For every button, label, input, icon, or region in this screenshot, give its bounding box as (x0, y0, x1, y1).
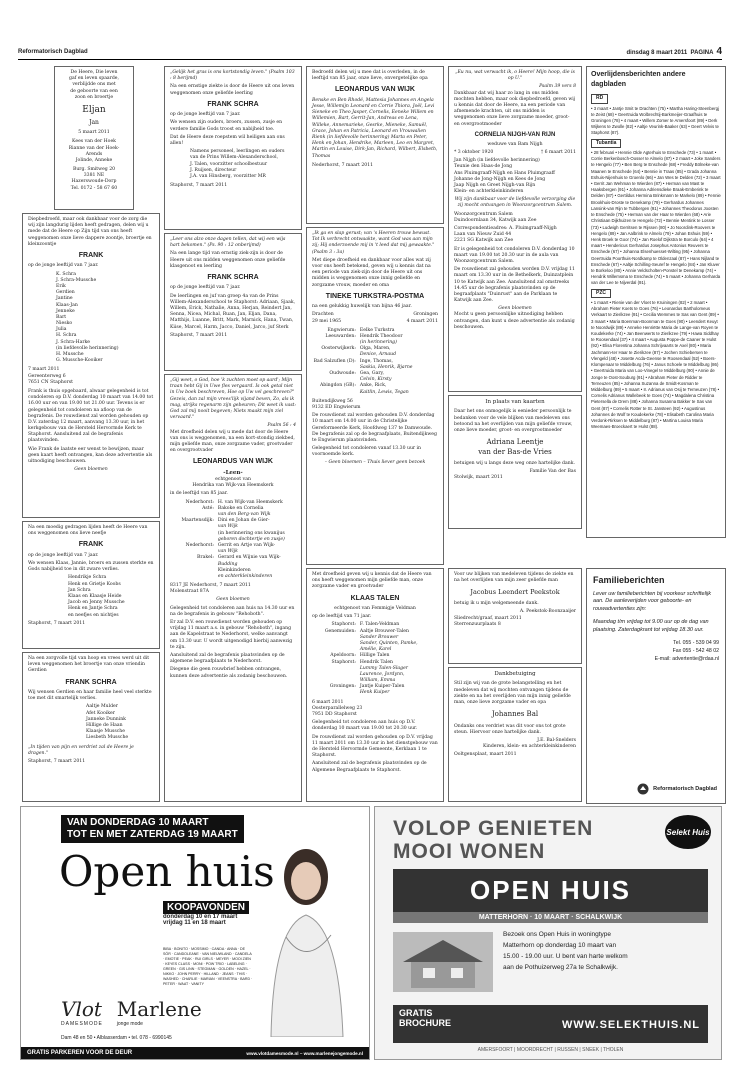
obituary-frank-family (22, 213, 160, 518)
info-deadline: Maandag t/m vrijdag tot 9.00 uur op de dag van plaatsing. Zaterdagkrant tot vrijdag 18.30 uur. (593, 619, 709, 633)
address-line: 7651 CN Staphorst (28, 379, 73, 385)
service-info: Er zal D.V. een rouwdienst worden gehouden op vrijdag 11 maart a.s. in gebouw "Rehoboth", ingang aan de Kapelstraat te Nederhorst, welke aanvangt om 13.30 uur. U wordt uitgenodigd hierbij aanwezig te zijn. (170, 620, 293, 650)
address (28, 367, 154, 386)
ad-headline-2: TOT EN MET ZATERDAG 19 MAART (67, 829, 238, 840)
address-line: Gereenterweg 6 (28, 373, 66, 379)
thanks-text: Ondanks ons verdriet was dit voor ons tot grote steun. Hiervoor onze hartelijke dank. (454, 723, 566, 735)
family-member: H. Mussche (56, 352, 84, 357)
deceased-name: Jacobus Leendert Peekstok (470, 588, 560, 597)
obituary-cornelia-nijgh (448, 66, 582, 392)
family-member: Erik (56, 283, 66, 289)
table-row: Asté: Bakoke en Cornelia (202, 505, 264, 511)
family-member: Henk en Jantje Schra (68, 606, 118, 612)
family-member: Jan Nijgh (in liefdevolle herinnering) (454, 158, 540, 164)
intro-line: verblijdde ons met (72, 82, 116, 88)
age-line: in de leeftijd van 85 jaar. (170, 491, 228, 497)
family-list (28, 272, 154, 365)
family-member: Jan Schra (68, 587, 91, 593)
family-member: Teunie den Haas-de Jong (454, 164, 513, 170)
notice-text: Bedroefd delen wij u mee dat is overleden, in de leeftijd van 85 jaar, onze lieve, onvergetelijke opa (312, 70, 428, 82)
nickname: -Leen- (223, 469, 243, 476)
location-row: 29 mei 1965 4 maart 2011 (312, 318, 438, 324)
visit-info: Er is gelegenheid tot condoleren D.V. donderdag 10 maart van 19.00 tot 20.30 uur in de aula van Woonzorgcentrum Salem. (454, 246, 575, 264)
email-link[interactable]: E-mail: advertentie@rdaa.nl (654, 655, 719, 662)
brand-list: BIBA · BONITO · MOSSIMO · CANDA · ANNA · DE SÓR · CANDOLEANE · VAN NIEUWLAND · CANDELA · EMOTIE · PEAK · RUI GIRLS · MEYER · MOOI ZIEN · KEYES CLASS · MONI · POW TRIO · LABELING · GREEN · GIS LINN · STEGMAN · GOLDEN · HAZEL · NIKKO · JOHN PERRY · HILLAND · JEANS · THIS · WASHED · CHARLIE · MARIAN · VEENSTRA · BARD · PETER · WAAT · VANITY (163, 947, 253, 987)
deceased-name: TINEKE TURKSTRA-POSTMA (325, 292, 425, 300)
family-member: Ans Pluimgraaff-Nijgh en Hans Pluimgraaff (454, 170, 555, 176)
intro-line: De Heere, Die leven (70, 70, 118, 75)
quote: „In tijden van pijn en verdriet zal de Heere je dragen." (28, 744, 134, 756)
family-member: Afet Kooiker (86, 710, 115, 716)
ad-vlot-damesmode[interactable] (20, 806, 370, 1060)
ad-body-line: 15.00 - 19.00 uur. U bent van harte welkom (503, 953, 628, 961)
ad-body (503, 929, 703, 973)
brand-logo (637, 783, 717, 795)
parent-name: Rianne van der Hoek- (68, 145, 120, 151)
ad-headline-2: MOOI WONEN (393, 840, 546, 864)
table-row: Amélie, Karel (359, 647, 392, 653)
family-notices-info (586, 568, 726, 804)
table-row: Oosterwijkerk: Olga, Maren, (321, 346, 391, 352)
family-table (170, 500, 296, 580)
address (60, 167, 128, 192)
family-member: Klein- en achterkleinkinderen (454, 189, 524, 195)
visit-info: Gelegenheid tot condoleren vanaf 13.30 uur in voornoemde kerk. (312, 446, 421, 458)
notice-text: Na een moedig gedragen lijden heeft de Heere van ons weggenomen ons lieve neefje (28, 525, 148, 537)
ad-big-title: OPEN HUIS (469, 875, 632, 905)
notice-intro (60, 70, 128, 101)
wish-text: Wij wensen Gerdien en haar familie heel veel sterkte toe met dit smartelijk verlies. (28, 690, 152, 702)
address (170, 583, 296, 595)
house-photo (393, 932, 493, 992)
table-row: geboren dochtertje en zusje) (217, 536, 285, 542)
fax: Fax 055 - 542 48 02 (672, 647, 719, 654)
family-member: Hillige de Haan (86, 722, 123, 728)
table-row: Apeldoorn: Hillige Talen (330, 653, 390, 659)
table-row: Oudwoude: Gea, Gary, (329, 371, 384, 376)
obituary-leonardus-grandchildren (306, 66, 444, 224)
address-line: Hazerswoude-Dorp (71, 179, 117, 185)
family-member: Gerdien (56, 290, 75, 296)
info-intro: Lever uw familieberichten bij voorkeur schriftelijk aan. De aanleverijden voor geboorte- en rouwadvertenties zijn: (593, 591, 711, 612)
place-date: Nederhorst, 7 maart 2011 (312, 162, 374, 168)
section-label: PZC (591, 289, 611, 298)
address-line: Correspondentieadres: A. Pluimgraaff-Nijgh (454, 226, 557, 232)
family-list (28, 575, 154, 618)
overview-section (591, 92, 721, 136)
signature-line: Kinderen, klein- en achterkleinkinderen (482, 744, 576, 750)
address (454, 616, 576, 628)
signature: Familie Van der Bas (529, 469, 576, 475)
intro-line: gaf en leven spaarde, (69, 76, 119, 82)
notice-text: Met diepe droefheid en dankbaar voor alles wat zij voor ons heeft betekend, geven wij u kennis dat na een periode van ziek-zijn door de Heere uit ons midden is weggenomen onze innig geliefde en zorgzame vrouw, moeder en oma (312, 257, 431, 288)
signature (454, 738, 576, 750)
age-line: na een gelukkig huwelijk van bijna 46 jaar. (312, 304, 412, 310)
family-member: Janneke Dunnink (86, 716, 126, 722)
care-note: Wij zijn dankbaar voor de liefdevolle verzorging die zij mocht ontvangen in Woonzorgcentrum Salem. (454, 197, 576, 209)
table-row: Engwierum: Eelke Turkstra (327, 327, 395, 333)
brand-icon (637, 783, 649, 795)
quote: „Gelijk het gras is ons kortstondig leven." (Psalm 103 : 8 berijmd) (170, 70, 295, 82)
place-date: Staphorst, 7 maart 2011 (170, 183, 228, 189)
address-line: 7 maart 2011 (28, 367, 60, 373)
section-text: • 1 maart • Rienie van der Vloet te Kruiningen (82) • 2 maart • Abraham Pieter Koets te Goes (76) • Leonardus Bartholomeus Verkaart te Zierikzee (91) • Cecilia Wemmes te Sas van Gent (89) • 3 maart • Maria Boenman-Boonman te Goes (90) • Leendert Keuyt te Noordwijk (89) • Anneke Henriëtte Maria de Lange-van Royen te Koudekerke (74) • Jan Beenwerts te Zierikzee (79) • Hawa Siddhay te Roosendaal (37) • 4 maart • Augusta Poppe-de Caaner te Hulst (92) • Elisa Florentina Johanna Schrijvaarts te Axel (80) • Maria Jachmann-ter Haar te Zierikzee (87) • Jochen Schiebersen te Vlengeld (48) • Josette Acda-Geense te Roosendaal (52) • Boers-Klompenaar te Middelburg (76) • Janus Schoele te Middelburg (86) • Geertruida Maria van Loo-Vinegel te Middelburg (90) • Annie de Jonge te Oost-Souburg (91) • Abraham Pieter de Ridder te Terneuzen (85) • Johanna Suzanna de Smidt-Kosman te Middelburg (89) • 5 maart • Ir. Adrianus van Osij te Terneuzen (78) • Cornelis Adrianus Wallebeek te Goes (74) • Magdalena Christina Pietersella de Drem (88) • Johanna Susanna Bakker te Sas van Gent (87) • Cornelis Rotter te St. Jansteen (92) • Augustinus Johannes de Wolf te Koudekerke (78) • Elisabeth Carolina Maria Verdonk-Rirksen te Middelburg (87) • Martina Louisa Maria Weemaes-Broeckaert te Hulst (88). (591, 299, 720, 430)
quote: „Leer ons alzo onze dagen tellen, dat wij een wijs hart bekomen." (Ps. 90 : 12 onberijmd) (170, 237, 286, 249)
deceased-name: FRANK SCHRA (207, 100, 259, 108)
table-row: van den Berg-van Wijk (217, 512, 271, 518)
address-line: Molenstraat 87A (170, 589, 209, 595)
wish-text: We wensen Klaas, Jannie, broers en zussen sterkte en Gods nabijheid toe in dit zware verlies. (28, 561, 154, 573)
ad-footer: GRATIS PARKEREN VOOR DE DEUR (27, 1050, 133, 1056)
flowers-note: – Geen bloemen – Thuis liever geen bezoek (324, 460, 426, 466)
spouse-name: Hendrika van Wijk-van Heemskerk (192, 483, 274, 489)
address-line: Buitendijkweg 56 (312, 398, 353, 404)
burial-info: Aansluitend zal de begrafenis plaatsvinden op de Algemene Begraafplaats te Staphorst. (312, 761, 427, 773)
burial-info: Aansluitend zal de begrafenis plaatsvinden op de algemene begraafplaats te Nederhorst. (170, 652, 285, 665)
signatory: J. Talen, voorzitter schoolbestuur (190, 161, 268, 167)
notice-note: Mocht u geen persoonlijke uitnodiging hebben ontvangen, dan kunt u deze advertentie als zodanig beschouwen. (454, 312, 575, 330)
family-member: G. Mussche-Kooiker (56, 358, 103, 364)
address (454, 212, 576, 224)
visit-info: Gelegenheid tot condoleren aan huis op D.V. donderdag 10 maart van 19.00 tot 20.30 uur. (312, 720, 418, 732)
obituary-overview-panel (586, 66, 726, 538)
ad-date-2: vrijdag 11 en 18 maart (163, 920, 226, 926)
signatory: J. Ruijsen, directeur (190, 167, 237, 173)
obituary-klaas-talen (306, 568, 444, 802)
table-row: Groningen: Jantje Kuiper-Talen (329, 684, 405, 690)
deceased-name: FRANK SCHRA (207, 273, 259, 281)
flowers-note: Geen bloemen (498, 306, 532, 312)
address-line: 7951 DD Staphorst (312, 712, 357, 717)
family-member: Klaasje Mussche (86, 729, 125, 735)
address-line: Tel. 0172 - 58 67 60 (70, 185, 118, 191)
parents (60, 139, 128, 164)
selekt-logo: Selekt Huis (665, 815, 711, 849)
table-row: Maartensdijk: Dini en Johan de Gier- (181, 518, 270, 524)
notice-title: In plaats van kaarten (485, 399, 545, 405)
address (312, 399, 438, 411)
spouse-line: echtgenoot van Femmigje Veldman (334, 606, 416, 611)
table-row: Nederhorst: Gerrit en Artje van Wijk- (185, 542, 276, 548)
class-names: De leerlingen en juf van groep 4a van de Prins Willem-Alexanderschool te Staphorst: Adriaan, Sjaak, Willem, Erick, Nathalie, Anna, Herjan, Reindert Jan, Senna, Nicea, Michal, Ruan, Jan, Eljan, Dana, Matthijs, Luanne, Britt, Mark, Marnick, Hana, Twan, Kiise, Marcel, Harm, Jacco, Daniel, Jarco, juf Sterk (170, 293, 296, 330)
quote-reference: Psalm 39 vers 8 (539, 84, 576, 90)
address-line: 6 maart 2011 (312, 699, 344, 705)
life-date: * 3 oktober 1920 (454, 149, 494, 155)
birth-death-locations (312, 312, 438, 324)
ad-body-line: aan de Pothuizerweg 27a te Schalkwijk. (503, 964, 618, 972)
table-row: Sander Brouwer (359, 634, 399, 640)
family-member: Jaap Nijgh en Greet Nijgh-van Rijn (454, 182, 536, 188)
intro-line: de geboorte van een (70, 88, 118, 94)
family-list (454, 158, 576, 195)
deceased-name: Johannes Bal (491, 710, 539, 719)
address (312, 700, 438, 719)
table-row: Brakel: Gerard en Wijnie van Wijk- (197, 555, 281, 561)
signatories (170, 149, 296, 180)
table-row: (in herinnering) (359, 340, 397, 346)
notice-text: Met droefheid geven wij u kennis dat de Heere van ons heeft weggenomen mijn geliefde man, onze zorgzame vader en grootvader (312, 572, 432, 590)
section-label: Tubantia (591, 139, 621, 148)
age-line: op de jonge leeftijd van 7 jaar. (28, 263, 99, 269)
notice-text: Diepbedroefd, maar ook dankbaar voor de zorg die wij zijn langdurig lijden heeft gedragen, delen wij u mede dat de Heere op Zijn tijd van ons heeft weggenomen onze lieve dappere zoontje, broertje en kleinzoontje (28, 217, 152, 247)
contact-block (593, 640, 719, 663)
service-info: De rouwdienst zal gehouden worden D.V. vrijdag 11 maart om 13.30 uur in de Bethelkerk, Duinzatplein 10 te Katwijk aan Zee. Aansluitend zal omstreeks 14.45 uur de begrafenis plaatsvinden op de begraafplaats "Duinrust" aan de Parklaan te Katwijk aan Zee. (454, 267, 575, 304)
birth-date: 5 maart 2011 (78, 130, 110, 136)
age-line: op de jonge leeftijd van 7 jaar. (170, 112, 241, 118)
signature-line: J.E. Bal-Snelders (537, 737, 576, 743)
thanks-van-der-bas (448, 395, 582, 529)
family-member: Johanne de Jong-Nijgh en Kees de Jong (454, 176, 546, 182)
table-row: Celvin, Kirsty (359, 377, 392, 383)
signatory: van de Prins Willem-Alexanderschool, (190, 155, 279, 161)
flowers-note: Geen bloemen (74, 467, 108, 473)
overview-title: Overlijdensberichten andere dagbladen (591, 71, 686, 89)
location-row: Drachten Groningen (312, 312, 438, 318)
deceased-name: FRANK SCHRA (65, 678, 117, 686)
parent-name: Kees van der Hoek (72, 139, 116, 145)
obituary-tineke-turkstra (306, 227, 444, 565)
notice-text: Dankbaar dat wij haar zo lang in ons midden mochten hebben, maar ook diepbedroefd, geven wij u kennis dat door de Heere, na een periode van afnemende krachten, uit ons midden is weggenomen onze lieve zorgzame moeder, groot- en overgrootmoeder (454, 90, 576, 127)
family-member: J. Schra-Harke (56, 339, 91, 345)
family-member: Klaas-Jan (56, 302, 78, 308)
address-line: 2221 SG Katwijk aan Zee (454, 238, 514, 244)
address-line: Woonzorgcentrum Salem (454, 211, 513, 217)
phone: Tel. 055 - 539 04 99 (673, 640, 719, 647)
ad-subtitle: KOOPAVONDEN (163, 901, 249, 914)
signatory: Namens personeel, leerlingen en ouders (190, 149, 285, 155)
info-title: Familieberichten (593, 575, 665, 585)
table-row: William, Emma (359, 678, 396, 684)
table-row: Nederhorst: H. van Wijk-van Heemskerk (185, 499, 283, 505)
table-row: Genemuiden: Aaltje Brouwer-Talen (324, 628, 409, 634)
deceased-name: Adriana Leentje (486, 438, 544, 447)
life-dates (454, 150, 576, 156)
thanks-johannes-bal (448, 667, 582, 802)
age-line: op de jonge leeftijd van 7 jaar. (170, 285, 241, 291)
deceased-name: LEONARDUS VAN WIJK (193, 458, 273, 466)
model-photo (251, 837, 361, 1037)
place-date: Staphorst, 7 maart 2011 (170, 332, 228, 338)
quote: „Ik ga en slap gerust; van 's Heeren trouw bewust. Tot Ik verbrecht ontwaakte, want God was aan mijn zij; Hij onderzoende mij in 't leed dat mij gewaakte." (Psalm 3 : 3a) (312, 231, 435, 255)
ad-address: Dam 48 en 50 • Alblasserdam • tel. 078 - 6990145 (61, 1035, 172, 1041)
visit-info: Gelegenheid tot condoleren aan huis na 14.30 uur en na de begrafenis in gebouw "Rehoboth". (170, 605, 295, 617)
table-row: Laurence, Jordynn, (359, 671, 405, 677)
table-row: Sander, Quinten, Pamke, (359, 640, 418, 646)
overview-section (591, 287, 721, 431)
family-member: Jantine (56, 296, 73, 302)
intro-line: zoon en broertje (74, 94, 114, 100)
notice-text: Voor uw blijken van medeleven tijdens de ziekte en na het overlijden van mijn zeer geliefde man (454, 572, 574, 584)
obituary-frank-nephew (22, 521, 160, 649)
deceased-name: CORNELIA NIJGH-VAN RIJN (474, 131, 556, 138)
family-table (312, 622, 438, 696)
table-row: Abingdon (GB): Anke, Rick, (319, 383, 387, 389)
notice-title: Dankbetuiging (494, 671, 536, 677)
table-row: Denice, Arnaud (359, 352, 397, 358)
ad-body-line: Bezoek ons Open Huis in woningtype (503, 931, 612, 938)
ad-body-line: Matterhorn op donderdag 10 maart van (503, 942, 617, 950)
overview-sections (591, 92, 721, 430)
notice-text: Na een lange tijd van ernstig ziek-zijn is door de Heere uit ons midden weggenomen onze geliefde klasgenoot en leerling (170, 251, 286, 269)
family-member: Hendrikje Schra (68, 575, 107, 581)
notice-text: Stil zijn wij van de grote belangstelling en het medeleven dat wij mochten ontvangen tijdens de ziekte en na het overlijden van mijn innig geliefde man, onze lieve zorgzame vader en opa (454, 681, 571, 705)
correspondence-address (454, 226, 576, 245)
section-text: • 3 maart • Jantje Smit te Drachten (75) • Martha Haring-Steenbergj te Zeist (68) • Geertruida Wolbrechtij-Barkmeijer-Graafhuis te Groningen (78) • 4 maart • Willem Zomer te Amersfoort (89) • Derk Wijkens te Zwolle (82) • Aaltje Veurink-Baaker (63) • Geert Velvis te Staphorst (87). (591, 105, 719, 136)
quote: „Gij weet, o God, hoe 'k zuchten moet op aard'; Mijn traan hebt Gij in Uwe fles vergaard. Is ook getal niet in Uw boek beschreven, Hoe op Uw vel geschreven?" Gezeis, dan zal mijn vrees'lijk vijand beven, Zo, als ik mag, strijks regenarm zijn gebeuren; Dit weet ik vast: God zal mij nooit begeven; Niets maakt mijn ziel vervaard." (170, 378, 296, 421)
quote: „Eu nu, wat verwacht ik, o Heere! Mijn hoop, die is op U." (455, 70, 575, 82)
family-member: K. Schra (56, 271, 76, 277)
table-row: en achterkleinkinderen (217, 573, 273, 579)
place-date: Stolwijk, maart 2011 (454, 475, 503, 481)
age-line: op de jonge leeftijd van 7 jaar. (28, 552, 99, 558)
family-member: en neefjes en nichtjes (68, 612, 119, 618)
deceased-name-line2: van der Bas-de Vries (478, 447, 552, 456)
obituary-leonardus-van-wijk (164, 374, 302, 802)
table-row: Kaitlin, Lewis, Tegan (359, 389, 409, 395)
notice-text: Met droefheid delen wij u mede dat door de Heere van ons is weggenomen, na een kort-stondig ziekbed, mijn geliefde man, onze zorgzame vader, grootvader en overgrootvader (170, 429, 295, 454)
quote-reference: Psalm 56 : 4 (267, 423, 296, 429)
child-name: Eljan (82, 104, 106, 115)
notice-note: Wie Frank de laatste eer wenst te bewijzen, maar geen kaart heeft ontvangen, kan deze advertentie als uitnodiging beschouwen. (28, 446, 153, 464)
spouse-label: echtgenoot van (215, 477, 251, 483)
family-member: Bart (56, 314, 67, 320)
notice-text: Na een zorgvolle tijd van hoop en vrees werd uit dit leven weggenomen het broertje van onze vriendin Gerdien (28, 656, 150, 674)
notice-text: Daar het ons onmogelijk is eenieder persoonlijk te bedanken voor de vele blijken van medeleven ons betoond na het overlijden van mijn geliefde vrouw, onze lieve moeder, groot- en overgrootmoeder (454, 409, 573, 433)
overview-section (591, 137, 721, 287)
ad-url-link[interactable]: www.vlotdamesmode.nl – www.marlenejongemode.nl (246, 1050, 363, 1056)
deceased-name: FRANK (78, 541, 104, 549)
address-line: Duindoornlaan 34, Katwijk aan Zee (454, 217, 537, 223)
family-list (28, 704, 154, 741)
address-line: 9132 ED Engwierum (312, 404, 361, 410)
table-row: Staphorst: F. Talen-Veldman (331, 622, 400, 628)
family-table (312, 328, 438, 396)
address-line: Sliedrecht/graaf, maart 2011 (454, 615, 522, 621)
family-member: J. Schra-Mussche (56, 277, 97, 283)
table-row: Lummy Talen-Slager (359, 665, 409, 671)
obituary-frank-class (164, 233, 302, 371)
brand-name: Reformatorisch Dagblad (653, 786, 717, 792)
signatory: J.A. van Hinsberg, voorzitter MR (190, 173, 266, 179)
place-date: Staphorst, 7 maart 2011 (28, 620, 86, 626)
table-row: van Wijk (217, 549, 238, 555)
notice-text: Na een ernstige ziekte is door de Heere uit ons leven weggenomen onze geliefde leerling (170, 84, 295, 96)
table-row: Budding (217, 561, 238, 567)
deceased-name: FRANK (78, 251, 104, 259)
family-member: H. Schra (56, 333, 77, 339)
ad-date-1: donderdag 10 en 17 maart (163, 914, 238, 920)
wish-text: We wensen zijn ouders, broers, zussen, zusje en verdere familie Gods troost en nabijheid toe. (170, 120, 283, 132)
age-line: op de leeftijd van 71 jaar. (312, 614, 372, 620)
brochure-promo[interactable]: GRATIS BROCHURE (399, 1008, 452, 1028)
place-date: Staphorst, 7 maart 2011 (28, 758, 86, 764)
section-label: RD (591, 94, 608, 103)
deceased-name: KLAAS TALEN (350, 594, 400, 602)
publication-name: Reformatorisch Dagblad (18, 49, 88, 55)
obituary-frank-friends (22, 652, 160, 802)
family-member: Jenneke (56, 308, 75, 314)
birth-notice-eljan (54, 66, 134, 210)
table-row: Staphorst: Hendrik Talen (331, 659, 393, 665)
obituary-frank-school (164, 66, 302, 230)
ad-headline-1: VOLOP GENIETEN (393, 817, 594, 840)
life-date: † 6 maart 2011 (540, 149, 576, 155)
marlene-logo: Marlene jonge mode (116, 997, 202, 1027)
table-row: Kleinkinderen (217, 567, 251, 573)
grandchildren-names: Benske en Ben Rhodé, Mattesia Johannes en Angela Jesse, Willemijn Leonard en Corrie Thiora, Joël, Levi Sieneke en Theo Jasper, Cornelis, Eeneke Willem en Willemien, Bart, Gerrit-Jan, Andreas en Lena, Willeke, Annemarieke, Gesrke, Mieneke, Samuël, Grace, Johan en Patricia, Leonard en Vrouwalien Rienk (in liefdevolle herinnering) Marta en Peter, Henk en Johan, Hendrike, Marleen, Leo en Margret, Martin en Louise, Dirk-Jan, Richard, Wilbert, Elsbeth, Thomas (312, 97, 438, 159)
ad-footer: AMERSFOORT | MOORDRECHT | RUSSEN | SNEEK | THOLEN (477, 1047, 624, 1053)
widow-line: weduwe van Bam Nijgh (487, 141, 543, 147)
service-info: De rouwdienst zal worden gehouden D.V. donderdag 10 maart om 14.00 uur in de Christelijke Gereformeerde Kerk, Hoofdweg 137 te Damwoude. De begrafenis zal op de begraafplaats, Buitendijkweg te Engwierum plaatsvinden. (312, 413, 437, 443)
parent-name: Arends (85, 151, 103, 157)
family-member: Aaltje Mulder (86, 704, 118, 710)
family-member: Henk en Grietje Koobs (68, 581, 121, 587)
family-member: Niesko (56, 321, 73, 327)
thanks-peekstok (448, 568, 582, 664)
family-member: (in liefdevolle herinnering) (56, 345, 119, 351)
family-member: Julia (56, 327, 67, 333)
flowers-note: Geen bloemen (216, 597, 250, 603)
signature: A. Peekstok-Boonzaaijer (519, 609, 576, 615)
thanks-text: betuig ik u mijn welgemeende dank. (454, 601, 539, 607)
address-line: Burg. Smitweg 20 (72, 167, 116, 173)
table-row: (in herinnering ons kwanijus (217, 530, 285, 536)
place-date: Ooltgensplaat, maart 2011 (454, 752, 517, 758)
table-row: Henk Kuiper (359, 690, 390, 696)
address-line: 3381 NE (83, 173, 105, 179)
notice-note: Diegene die geen rouwbrief hebben ontvangen, kunnen deze advertentie als zodanig beschouwen. (170, 667, 288, 679)
table-row: Leeuwarden: Hendrik Theodoor (325, 333, 403, 339)
parent-name: Jolinde, Anneke (75, 157, 113, 163)
ad-headline-1: VAN DONDERDAG 10 MAART (67, 817, 209, 828)
ad-selekthuis[interactable] (374, 806, 722, 1060)
family-member: Jacob en Jenny Mussche (68, 600, 125, 606)
closing-text: Dat de Heere deze roepstem wil heiligen aan ons allen! (170, 134, 285, 146)
deceased-name: LEONARDUS VAN WIJK (335, 86, 415, 94)
ad-url-link[interactable]: WWW.SELEKTHUIS.NL (562, 1019, 700, 1031)
page-header (18, 46, 722, 60)
header-date: dinsdag 8 maart 2011 PAGINA 4 (626, 46, 722, 57)
address-line: Oosterparallelweg 23 (312, 705, 363, 711)
section-text: • 28 februari • Hennie Olde Agterhuis te Enschede (73) • 1 maart • Corrie Berkenbosch-Oosse! te Almelo (87) • 2 maart • Joke Sanders te Hengelo (77) • Ben Berg te Enschede (68) • Freddy Bölneke-van Maanen te Enschede (64) • Bennie in Traas (85) • Grada Johanna Eshuis-Nijenhuis te Groenlo (66) • Jan Wes te Delden (72) • 3 maart • Gerrit Jan Wehman te Wierden (87) • Herman van Mast te Haaksbergen (91) • Johanna Adriensdieke Braak-Emberink te Delden (87) • Gertildus Hermina Brinkmann te Markelo (89) • Fennie Brookhuis-Droste te Denekamp (79) • Gerhardus Johannes Lansink-van Rijn te Tubbergen (91) • Johannes Theodorus Joosten te Enschede (75) • Herman van der Haar te Wierden (68) • Arie Christiaan Dijkhuizen te Hengelo (72) • Bennie Mentink te Losser (73) • Ludwigh Gerritsen te Rijssen (80) • Jo Noordink-Roovers te Hengelo (89) • Jan Aalbrink te Almelo (79) • Johan Eshuis (59) • Henk Broek te Goor (74) • Jan Roelof Dijkstra te Borculo (64) • 4 maart • Hendericus Gerhardus Josephus Antonius Reuvers te Enschede (67) • Johanna Elsenhuesset-Wilting (95) • Johanna Geertruida Poorthuis-Nordkamp te Oldenzaal (87) • Hans Nijland te Enschede (67) • Aaltje Schilling-Seuref te Hengelo (84) • Jan Kluver te Borkeloo (80) • Annie Veldscholten-Ponstel te Denekamp (74) • Hendrik Willemsma te Enschede (74) • 5 maart • Johanna Gerharda van der Lee te Nijverdal (91). (591, 149, 721, 286)
table-row: Saskia, Henrik, Bjarne (359, 364, 413, 370)
table-row: van Wijk (217, 524, 238, 530)
vlot-logo: Vlot DAMESMODE (61, 997, 103, 1027)
thanks-text: betuigen wij u langs deze weg onze hartelijke dank. (454, 461, 575, 467)
address-line: Laan van Nieuw Zuid 44 (454, 232, 512, 238)
address-line: Sterrenzuurplaats 8 (454, 621, 501, 627)
ad-dates: MATTERHORN · 10 MAART · SCHALKWIJK (393, 912, 708, 923)
visit-info: Frank is thuis opgebaard, alwaar gelegenheid is tot condoleren op D.V. donderdag 10 maart van 14.00 tot 16.00 uur en van 19.00 tot 21.00 uur. Tevens is er gelegenheid tot condoleren na afloop van de begrafenis. De rouwdienst zal worden gehouden op D.V. zaterdag 12 maart, aanvang 13.30 uur, in het kerkgebouw van de Hersteld Hervormde Kerk te Staphorst. Aansluitend zal de begrafenis plaatsvinden. (28, 388, 154, 444)
table-row: Bad Salzuflen (D): Inge, Thomas, (313, 358, 393, 364)
family-member: Liesbeth Mussche (86, 735, 129, 741)
ad-big-title: Open huis (59, 847, 275, 896)
family-member: Klaas en Klaasje Heide (68, 593, 122, 599)
address-line: 8317 JE Nederhorst, 7 maart 2011 (170, 583, 251, 589)
service-info: De rouwdienst zal worden gehouden op D.V. vrijdag 11 maart 2011 om 13.30 uur in het dienstgebouw van de Hersteld Hervormde Gemeente, Kerklaan 1 te Staphorst. (312, 734, 438, 759)
child-second-name: Jan (89, 119, 99, 127)
